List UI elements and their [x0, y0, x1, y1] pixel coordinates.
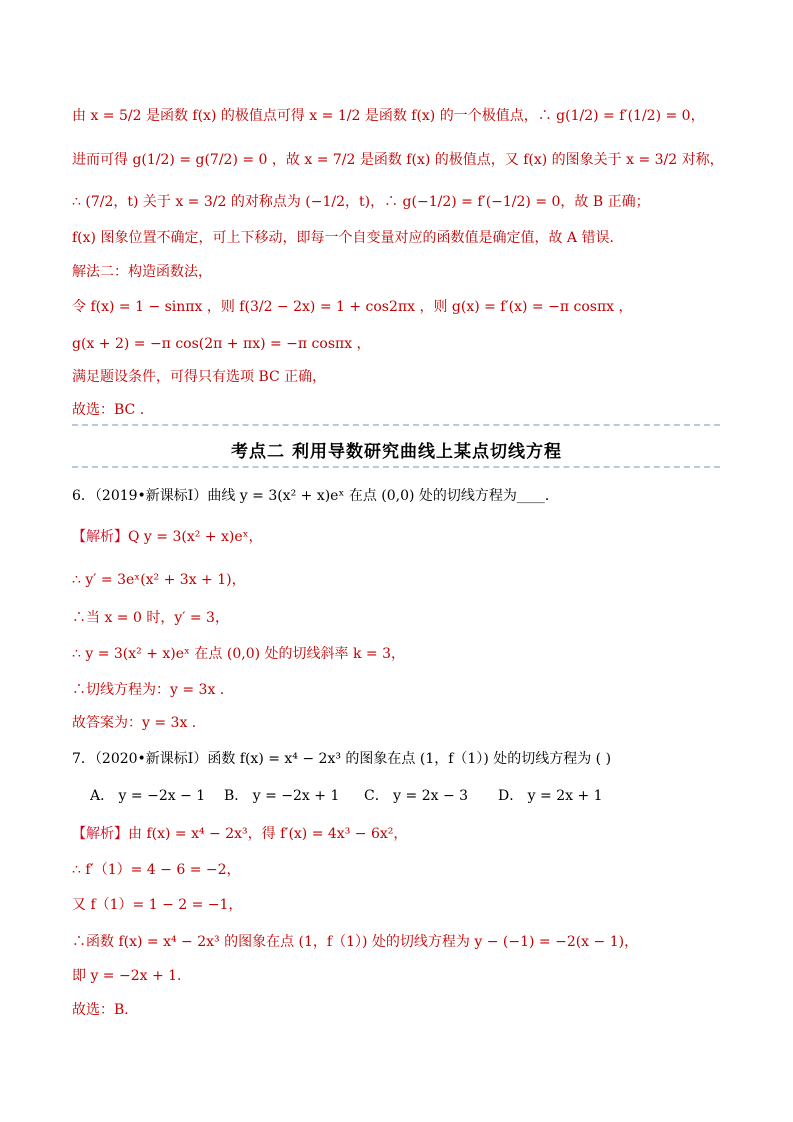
q7-step-1: 由 f(x) = x⁴ − 2x³，得 f′(x) = 4x³ − 6x²， [128, 826, 408, 842]
q7-analysis-tag: 【解析】 [72, 826, 128, 842]
q7-solution-line-1 [72, 824, 407, 844]
q7-option-d: D． y = 2x + 1 [498, 788, 603, 804]
proof-line-9: 故选：BC ． [72, 402, 154, 418]
section-divider-bottom [72, 466, 720, 468]
q7-option-b: B． y = −2x + 1 [224, 788, 340, 804]
proof-line-7: g(x + 2) = −π cos(2π + πx) = −π cosπx ， [72, 336, 371, 352]
q6-step-6: 故答案为：y = 3x ． [72, 715, 206, 731]
q7-option-a: A． y = −2x − 1 [90, 788, 206, 804]
q6-solution-line-1 [72, 527, 263, 547]
section-title: 考点二 利用导数研究曲线上某点切线方程 [231, 442, 562, 462]
proof-line-1: 由 x = 5/2 是函数 f(x) 的极值点可得 x = 1/2 是函数 f(x) 的一个极值点，∴ g(1/2) = f′(1/2) = 0， [72, 108, 705, 124]
q6-question: 6．（2019•新课标Ⅰ）曲线 y = 3(x² + x)eˣ 在点 (0,0) 处的切线方程为____． [72, 488, 559, 504]
q7-step-3: 又 f（1）= 1 − 2 = −1， [72, 897, 243, 913]
q7-step-2: ∴ f′（1）= 4 − 6 = −2， [72, 862, 241, 878]
q6-step-4: ∴ y = 3(x² + x)eˣ 在点 (0,0) 处的切线斜率 k = 3， [72, 646, 405, 662]
q7-step-6: 故选：B． [72, 1002, 139, 1018]
q7-step-4: ∴函数 f(x) = x⁴ − 2x³ 的图象在点 (1，f（1）) 处的切线方程为 y − (−1) = −2(x − 1)， [72, 934, 639, 950]
proof-line-4: f(x) 图象位置不确定，可上下移动，即每一个自变量对应的函数值是确定值，故 A 错误． [72, 230, 624, 246]
q7-step-5: 即 y = −2x + 1． [72, 968, 192, 984]
section-divider-top [72, 424, 720, 426]
q6-step-2: ∴ y′ = 3eˣ(x² + 3x + 1)， [72, 572, 246, 588]
proof-line-6: 令 f(x) = 1 − sinπx ，则 f(3/2 − 2x) = 1 + cos2πx ，则 g(x) = f′(x) = −π cosπx ， [72, 299, 633, 315]
q6-step-1: Q y = 3(x² + x)eˣ， [128, 529, 263, 545]
proof-line-3: ∴ (7/2，t) 关于 x = 3/2 的对称点为 (−1/2，t)，∴ g(−1/2) = f′(−1/2) = 0，故 B 正确； [72, 194, 650, 210]
q6-step-3: ∴当 x = 0 时，y′ = 3， [72, 610, 229, 626]
q6-step-5: ∴切线方程为：y = 3x ． [72, 682, 234, 698]
proof-line-5: 解法二：构造函数法， [72, 264, 212, 280]
q7-option-c: C． y = 2x − 3 [364, 788, 469, 804]
proof-line-8: 满足题设条件，可得只有选项 BC 正确， [72, 369, 327, 385]
proof-line-2: 进而可得 g(1/2) = g(7/2) = 0 ，故 x = 7/2 是函数 f(x) 的极值点，又 f(x) 的图象关于 x = 3/2 对称， [72, 152, 724, 168]
q7-question: 7．（2020•新课标Ⅰ）函数 f(x) = x⁴ − 2x³ 的图象在点 (1，f（1）) 处的切线方程为 ( ) [72, 751, 612, 767]
q6-analysis-tag: 【解析】 [72, 529, 128, 545]
